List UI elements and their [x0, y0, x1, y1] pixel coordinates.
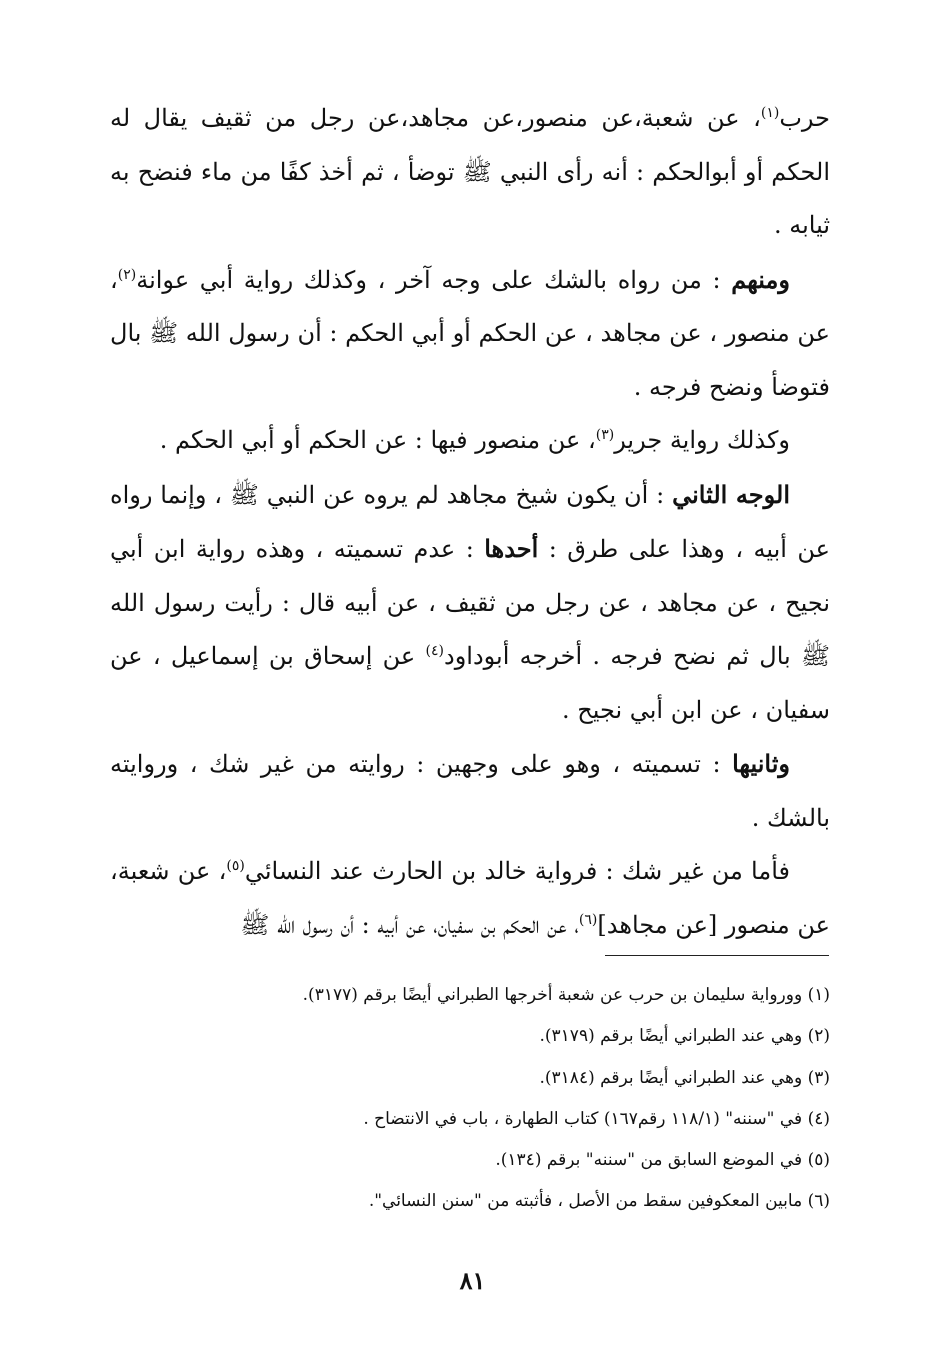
text-run: ، عن شعبة، عن منصور [عن مجاهد]: [110, 857, 830, 939]
footnote-2: (٢) وهي عند الطبراني أيضًا برقم (٣١٧٩).: [539, 1026, 830, 1047]
footnote-4: (٤) في "سننه" (١١٨/١ رقم١٦٧) كتاب الطهارة ، باب في الانتضاح .: [363, 1108, 830, 1129]
paragraph-p6: [110, 845, 830, 952]
paragraph-p5: [110, 737, 830, 845]
text-run: : تسميته ، وهو على وجهين : روايته من غير شك ، وروايته بالشك .: [110, 750, 830, 832]
footnote-1: (١) وورواية سليمان بن حرب عن شعبة أخرجها الطبراني أيضًا برقم (٣١٧٧).: [302, 985, 830, 1005]
text-run: ، عن الحكم بن سفيان، عن أبيه : أن رسول الله ﷺ: [240, 910, 579, 939]
text-run: : أن يكون شيخ مجاهد لم يروه عن النبي ﷺ ، وإنما رواه عن أبيه ، وهذا على طرق :: [110, 480, 830, 563]
bold-term: أحدها: [484, 534, 539, 563]
footnote-ref: (٢): [117, 266, 137, 283]
main-text: [110, 92, 830, 952]
footnote-ref: (٦): [578, 911, 598, 928]
text-run: حرب: [779, 104, 830, 132]
footnote-ref: (٤): [425, 643, 445, 659]
paragraph-p3: [110, 414, 830, 468]
footnote-ref: (٣): [595, 427, 615, 443]
footnote-5: (٥) في الموضع السابق من "سننه" برقم (١٣٤).: [495, 1150, 830, 1171]
footnote-ref: (٥): [226, 858, 245, 874]
bold-term: الوجه الثاني: [672, 479, 791, 509]
paragraph-p1: [110, 92, 830, 253]
footnote-divider: [605, 955, 829, 956]
bold-term: وثانيها: [732, 749, 790, 778]
text-run: ، عن شعبة،عن منصور،عن مجاهد،عن رجل من ثقيف يقال له الحكم أو أبوالحكم : أنه رأى النبي ﷺ توضأ ، ثم أخذ كفًا من ماء فنضح به ثيابه .: [110, 104, 830, 239]
text-run: : عدم تسميته ، وهذه رواية ابن أبي نجيح ، عن مجاهد ، عن رجل من ثقيف ، عن أبيه قال : رأيت رسول الله ﷺ بال ثم نضح فرجه . أخرجه أبوداود: [110, 535, 830, 670]
paragraph-p2: [110, 253, 830, 415]
paragraph-p4: [110, 468, 830, 738]
bold-term: ومنهم: [731, 264, 790, 294]
text-run: عن إسحاق بن إسماعيل ، عن سفيان ، عن ابن أبي نجيح .: [110, 642, 830, 724]
text-run: : من رواه بالشك على وجه آخر ، وكذلك رواية أبي عوانة: [136, 265, 732, 294]
footnotes: [110, 975, 830, 1223]
footnote-6: (٦) مابين المعكوفين سقط من الأصل ، فأثبته من "سنن النسائي".: [368, 1191, 830, 1212]
text-run: ، عن منصور ، عن مجاهد ، عن الحكم أو أبي الحكم : أن رسول الله ﷺ بال فتوضأ ونضح فرجه .: [110, 265, 830, 401]
text-run: ، عن منصور فيها : عن الحكم أو أبي الحكم .: [159, 426, 596, 454]
text-run: فأما من غير شك : فرواية خالد بن الحارث عند النسائي: [244, 857, 791, 885]
footnote-3: (٣) وهي عند الطبراني أيضًا برقم (٣١٨٤).: [539, 1067, 830, 1088]
footnote-ref: (١): [760, 105, 780, 121]
text-run: وكذلك رواية جرير: [614, 426, 790, 454]
page-number: ٨١: [459, 1266, 486, 1295]
